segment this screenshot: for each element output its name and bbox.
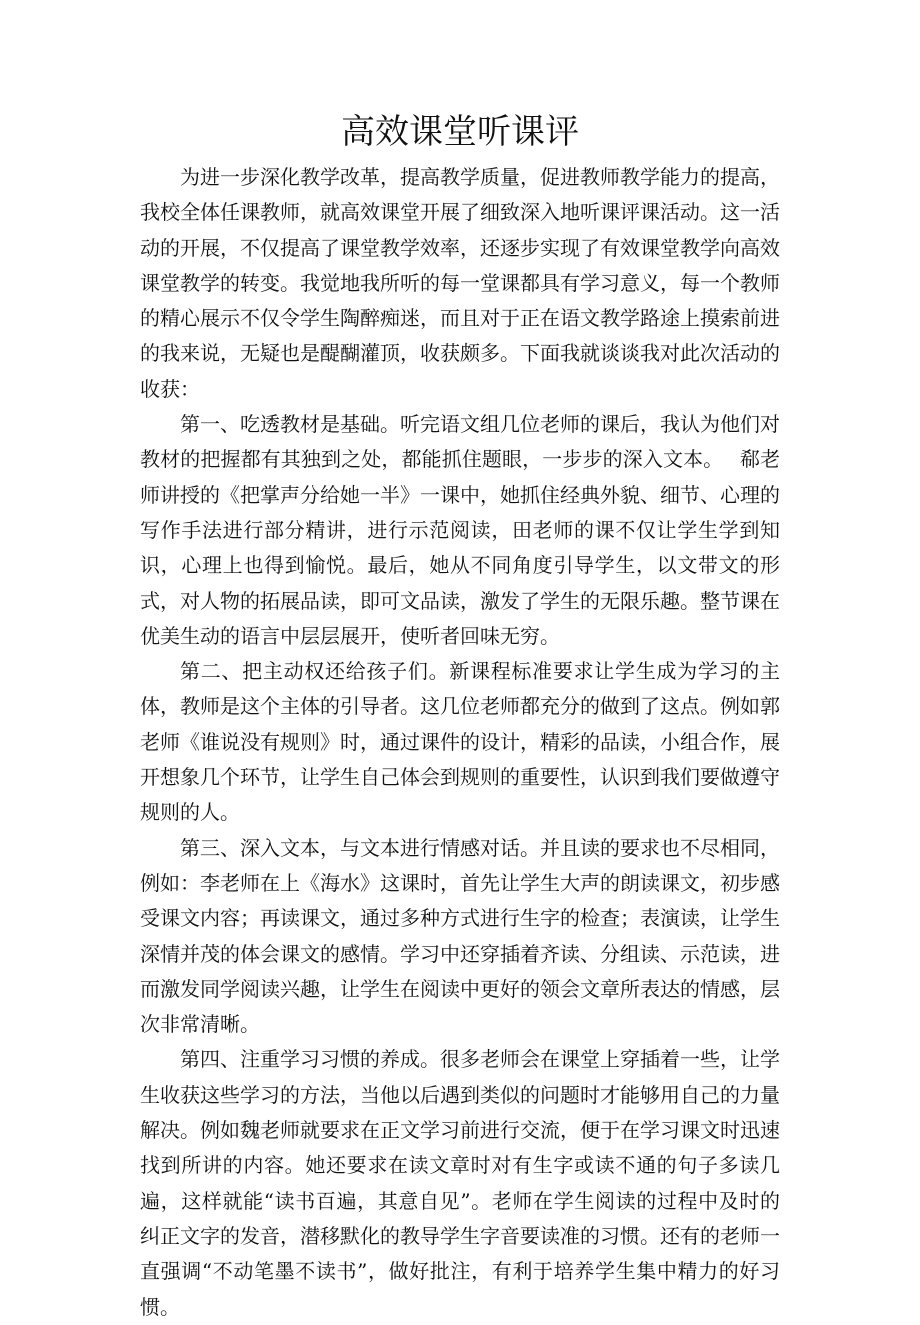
paragraph-fourth-point: 第四、注重学习习惯的养成。很多老师会在课堂上穿插着一些，让学生收获这些学习的方法，当他以后遇到类似的问题时才能够用自己的力量解决。例如魏老师就要求在正文学习前进行交流，便于在学习课文时迅速找到所讲的内容。她还要求在读文章时对有生字或读不通的句子多读几遍，这样就能“读书百遍，其意自见”。老师在学生阅读的过程中及时的纠正文字的发音，潜移默化的教导学生字音要读准的习惯。还有的老师一直强调“不动笔墨不读书”，做好批注，有利于培养学生集中精力的好习惯。 xyxy=(140,1047,780,1319)
paragraph-third-point: 第三、深入文本，与文本进行情感对话。并且读的要求也不尽相同，例如：李老师在上《海水》这课时，首先让学生大声的朗读课文，初步感受课文内容；再读课文，通过多种方式进行生字的检查；表演读，让学生深情并茂的体会课文的感情。学习中还穿插着齐读、分组读、示范读，进而激发同学阅读兴趣，让学生在阅读中更好的领会文章所表达的情感，层次非常清晰。 xyxy=(140,835,780,1037)
paragraph-second-point: 第二、把主动权还给孩子们。新课程标准要求让学生成为学习的主体，教师是这个主体的引导者。这几位老师都充分的做到了这点。例如郭老师《谁说没有规则》时，通过课件的设计，精彩的品读，小组合作，展开想象几个环节，让学生自己体会到规则的重要性，认识到我们要做遵守规则的人。 xyxy=(140,659,780,825)
paragraph-intro: 为进一步深化教学改革，提高教学质量，促进教师教学能力的提高，我校全体任课教师，就高效课堂开展了细致深入地听课评课活动。这一活动的开展，不仅提高了课堂教学效率，还逐步实现了有效课堂教学向高效课堂教学的转变。我觉地我所听的每一堂课都具有学习意义，每一个教师的精心展示不仅令学生陶醉痴迷，而且对于正在语文教学路途上摸索前进的我来说，无疑也是醍醐灌顶，收获颇多。下面我就谈谈我对此次活动的收获： xyxy=(140,165,780,401)
paragraph-first-point: 第一、吃透教材是基础。听完语文组几位老师的课后，我认为他们对教材的把握都有其独到之处，都能抓住题眼，一步步的深入文本。 郗老师讲授的《把掌声分给她一半》一课中，她抓住经典外貌、细节、心理的写作手法进行部分精讲，进行示范阅读，田老师的课不仅让学生学到知识，心理上也得到愉悦。最后，她从不同角度引导学生，以文带文的形式，对人物的拓展品读，即可文品读，激发了学生的无限乐趣。整节课在优美生动的语言中层层展开，使听者回味无穷。 xyxy=(140,412,780,648)
document-title: 高效课堂听课评 xyxy=(341,112,579,152)
document-body xyxy=(140,160,780,1325)
